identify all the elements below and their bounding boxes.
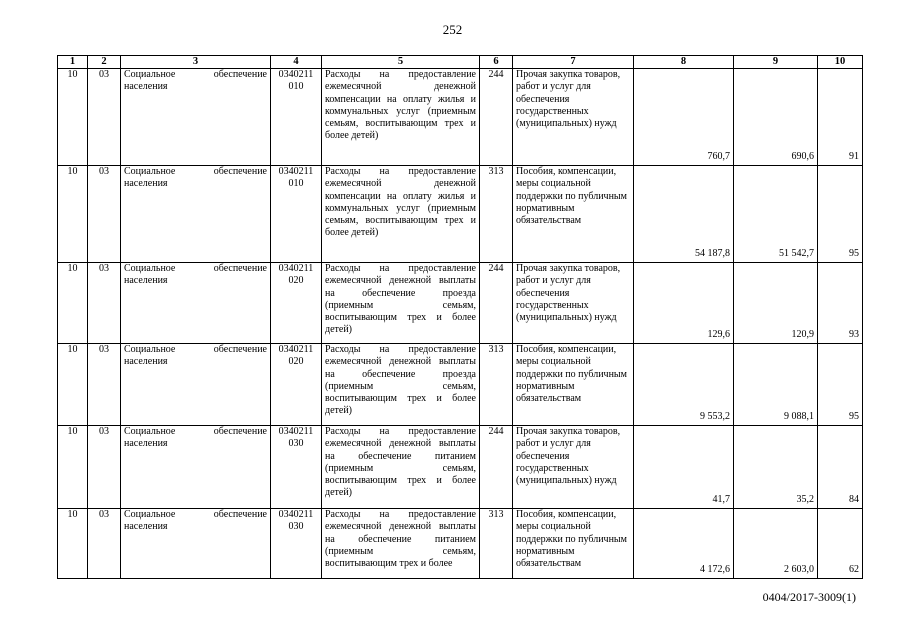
actual-amount-cell: 2 603,0 [734,509,818,579]
section-name-cell: Социальное обеспечение населения [121,509,271,579]
header-col-5: 5 [322,56,480,69]
target-article-code: 0340211 [278,166,314,178]
header-col-8: 8 [634,56,734,69]
target-article-suffix: 030 [288,438,304,450]
expense-type-name-cell: Прочая закупка товаров, работ и услуг для обеспечения государственных (муниципальных) нужд [513,426,634,509]
header-col-9: 9 [734,56,818,69]
article-name-cell: Расходы на предоставление ежемесячной денежной выплаты на обеспечение проезда (приемным семьям, воспитывающим трех и более детей) [322,263,480,344]
target-article-code: 0340211 [278,69,314,81]
expense-type-name-cell: Прочая закупка товаров, работ и услуг для обеспечения государственных (муниципальных) нужд [513,263,634,344]
subsection-cell: 03 [88,166,121,263]
header-col-4: 4 [271,56,322,69]
section-cell: 10 [58,69,88,166]
actual-amount-cell: 35,2 [734,426,818,509]
target-article-code: 0340211 [278,426,314,438]
expense-type-cell: 244 [480,69,513,166]
target-article-cell [271,509,322,579]
plan-amount-cell: 4 172,6 [634,509,734,579]
expense-type-name-cell: Пособия, компенсации, меры социальной поддержки по публичным нормативным обязательствам [513,166,634,263]
table-row [58,426,863,509]
target-article-suffix: 030 [288,521,304,533]
plan-amount-cell: 129,6 [634,263,734,344]
section-cell: 10 [58,166,88,263]
article-name-cell: Расходы на предоставление ежемесячной денежной компенсации на оплату жилья и коммунальных услуг (приемным семьям, воспитывающим трех и более детей) [322,69,480,166]
expense-type-name-cell: Пособия, компенсации, меры социальной поддержки по публичным нормативным обязательствам [513,509,634,579]
subsection-cell: 03 [88,426,121,509]
document-code: 0404/2017-3009(1) [762,590,856,604]
article-name-cell: Расходы на предоставление ежемесячной денежной выплаты на обеспечение питанием (приемным семьям, воспитывающим трех и более детей) [322,426,480,509]
plan-amount-cell: 41,7 [634,426,734,509]
header-col-2: 2 [88,56,121,69]
section-name-cell: Социальное обеспечение населения [121,166,271,263]
page-number: 252 [442,22,463,37]
header-row [58,56,863,69]
actual-amount-cell: 690,6 [734,69,818,166]
expense-type-cell: 313 [480,344,513,426]
table-row [58,263,863,344]
header-col-6: 6 [480,56,513,69]
percent-cell: 95 [818,166,863,263]
article-name-cell: Расходы на предоставление ежемесячной денежной выплаты на обеспечение питанием (приемным семьям, воспитывающим трех и более [322,509,480,579]
budget-table [57,55,863,579]
article-name-cell: Расходы на предоставление ежемесячной денежной компенсации на оплату жилья и коммунальных услуг (приемным семьям, воспитывающим трех и более детей) [322,166,480,263]
table-row [58,69,863,166]
expense-type-cell: 244 [480,263,513,344]
plan-amount-cell: 9 553,2 [634,344,734,426]
table-row [58,166,863,263]
section-name-cell: Социальное обеспечение населения [121,344,271,426]
target-article-cell [271,426,322,509]
section-cell: 10 [58,263,88,344]
subsection-cell: 03 [88,344,121,426]
expense-type-name-cell: Пособия, компенсации, меры социальной поддержки по публичным нормативным обязательствам [513,344,634,426]
target-article-cell [271,69,322,166]
subsection-cell: 03 [88,69,121,166]
expense-type-cell: 244 [480,426,513,509]
header-col-1: 1 [58,56,88,69]
section-name-cell: Социальное обеспечение населения [121,426,271,509]
target-article-cell [271,344,322,426]
target-article-suffix: 020 [288,356,304,368]
actual-amount-cell: 51 542,7 [734,166,818,263]
actual-amount-cell: 120,9 [734,263,818,344]
header-col-3: 3 [121,56,271,69]
subsection-cell: 03 [88,509,121,579]
percent-cell: 95 [818,344,863,426]
section-cell: 10 [58,426,88,509]
expense-type-cell: 313 [480,166,513,263]
article-name-cell: Расходы на предоставление ежемесячной денежной выплаты на обеспечение проезда (приемным семьям, воспитывающим трех и более детей) [322,344,480,426]
target-article-suffix: 010 [288,81,304,93]
target-article-code: 0340211 [278,509,314,521]
plan-amount-cell: 760,7 [634,69,734,166]
section-cell: 10 [58,509,88,579]
target-article-code: 0340211 [278,344,314,356]
percent-cell: 91 [818,69,863,166]
percent-cell: 84 [818,426,863,509]
section-name-cell: Социальное обеспечение населения [121,263,271,344]
table-row [58,344,863,426]
target-article-suffix: 020 [288,275,304,287]
target-article-suffix: 010 [288,178,304,190]
section-cell: 10 [58,344,88,426]
percent-cell: 93 [818,263,863,344]
table-row [58,509,863,579]
header-col-10: 10 [818,56,863,69]
header-col-7: 7 [513,56,634,69]
expense-type-cell: 313 [480,509,513,579]
percent-cell: 62 [818,509,863,579]
plan-amount-cell: 54 187,8 [634,166,734,263]
expense-type-name-cell: Прочая закупка товаров, работ и услуг для обеспечения государственных (муниципальных) нужд [513,69,634,166]
section-name-cell: Социальное обеспечение населения [121,69,271,166]
target-article-cell [271,263,322,344]
target-article-cell [271,166,322,263]
subsection-cell: 03 [88,263,121,344]
actual-amount-cell: 9 088,1 [734,344,818,426]
target-article-code: 0340211 [278,263,314,275]
